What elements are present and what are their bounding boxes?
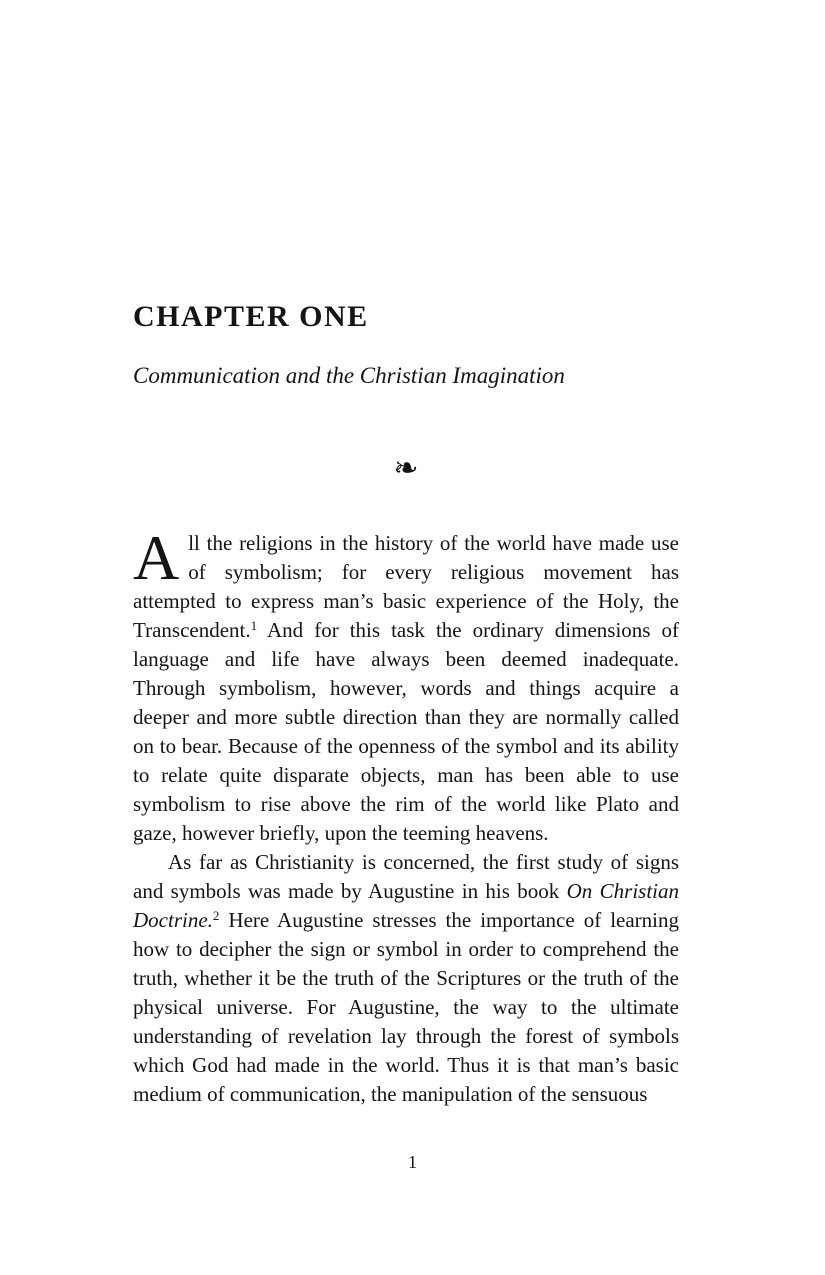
chapter-heading: CHAPTER ONE (133, 300, 369, 333)
drop-cap: A (133, 522, 180, 593)
body-text-run: And for this task the ordinary dimensions of language and life have always been deemed inadequate. Through symbolism, however, words and things acquire a deeper and more subtle direction than they are normally called on to bear. Because of the openness of the symbol and its ability to relate quite disparate objects, man has been able to use symbolism to rise above the rim of the world like Plato and gaze, however briefly, upon the teeming heavens. (133, 618, 679, 845)
page-number: 1 (408, 1152, 417, 1172)
body-text-run: ll the religions in the history of the world have made use of symbolism; for every religious movement has attempted to express man’s basic experience of the Holy, the Transcendent. (133, 531, 679, 642)
footnote-reference: 1 (250, 618, 258, 633)
body-paragraph (133, 522, 679, 848)
book-title-italic: On Christian Doctrine. (133, 879, 679, 932)
chapter-subtitle: Communication and the Christian Imagination (133, 363, 565, 388)
body-text-block (133, 522, 679, 1109)
body-text-run: Here Augustine stresses the importance of learning how to decipher the sign or symbol in order to comprehend the truth, whether it be the truth of the Scriptures or the truth of the physical universe. For Augustine, the way to the ultimate understanding of revelation lay through the forest of symbols which God had made in the world. Thus it is that man’s basic medium of communication, the manipulation of the sensuous (133, 908, 679, 1106)
body-text-run: As far as Christianity is concerned, the first study of signs and symbols was made by Augustine in his book (133, 850, 679, 903)
chapter-opening-content (133, 300, 679, 1109)
footnote-reference: 2 (212, 908, 220, 923)
fleuron-ornament-icon: ❧ (393, 451, 419, 486)
body-paragraph (133, 848, 679, 1109)
